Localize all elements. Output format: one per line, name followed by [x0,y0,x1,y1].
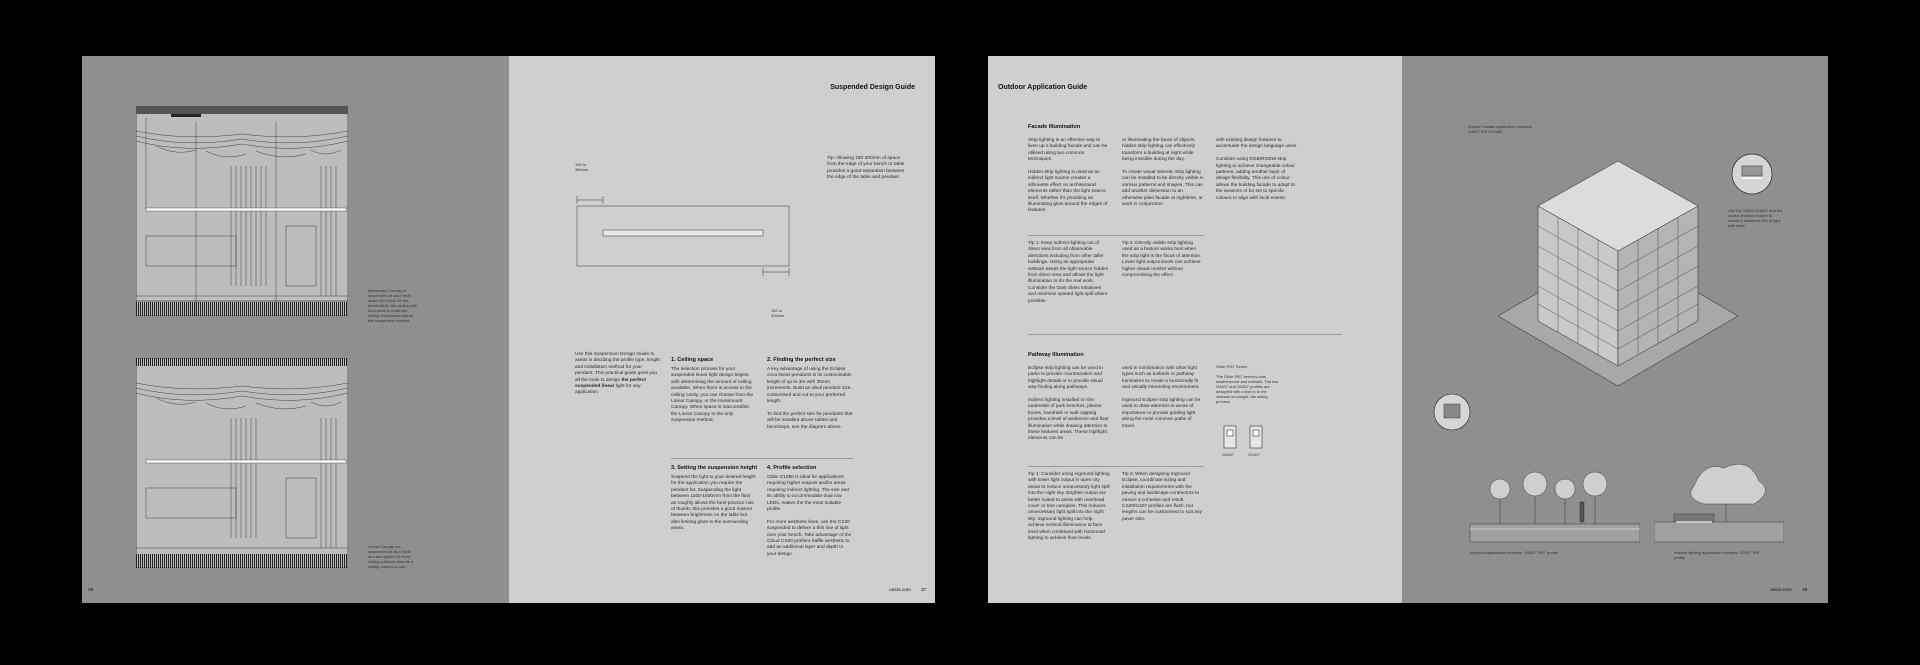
indirect-section [1654,456,1784,554]
caption-right-path: Indirect lighting application example. G2407 IP67 profile [1674,550,1761,560]
section-2-body: A key advantage of using the Eclipse circa linear pendants is its customisable length of up to 3m with 25mm increments. Build an ideal pendant size, customised and cut to your preferred length. To find the perfect size for pendants that will be installed above tables and benchtops, see the diagram above. [767,367,853,430]
page-number-left: 36 [88,588,94,593]
facade-col2: or illuminating the faces of objects, hidden strip lighting can effectively transform a building at night while being invisible during the day. To create visual interest, strip lighting can be installed to be directly visible in various patterns and shapes. This can add another dimension to an otherwise plain facade at nighttime, or work in conjunction [1122,138,1204,208]
page-number-39: 39 [1802,588,1808,593]
page-title-outdoor: Outdoor Application Guide [998,84,1088,91]
pathway-col2: used in combination with other light types such as bollards or pathway luminaires to create a functionally lit and visually interesting environment. Inground Eclipse strip lighting can be used to draw attention to areas of importance or provide guiding light along the most common paths of travel. [1122,366,1201,429]
section-2-heading: 2. Finding the perfect size [767,357,836,363]
section-1-body: The selection process for your suspended linear light design begins with determining the amount of ceiling available. When there is access to the ceiling cavity, you can choose from the Linear Canopy, or the Invisimount Canopy. When space is inaccessible, the Linear Canopy is the only suspension method. [671,367,754,424]
facade-tip1: Tip 1: Keep indirect lighting out of direct view from all observable directions including from other taller buildings. Using an appropriate setback keeps the light source hidden from direct view and allows the light illumination to do the real work. Consider the Dark Skies Initiatives and minimise upward light spill where possible. [1028,241,1109,304]
section-3-heading: 3. Setting the suspension height [671,465,758,471]
section-break [1028,334,1342,335]
facade-col3: with existing design features to accentuate the design language used. Consider using RGB/RGBW strip lighting to achieve changeable colour patterns, adding another layer of design flexibility. This use of colour allows the building facade to adapt to the seasons or be set to specific colours to align with local events. [1216,138,1298,201]
facade-heading: Facade Illumination [1028,124,1081,130]
intro-bold-phrase: the perfect suspended linear [575,377,646,390]
pathway-tip1: Tip 1: Consider using inground lighting with lower light output in open city areas to reduce unnecessary light spill into the night sky. Brighter output are better suited to areas with overhead cover or tree canopies. This reduces unnecessary light spill into the night sky. Inground lighting can help achieve vertical illuminance at face level when combined with horizontal lighting to achieve floor levels. [1028,472,1110,542]
section-divider [671,458,853,459]
dimension-bottom: 150 to 300mm [771,308,785,318]
facade-tip2: Tip 2: Directly visible strip lighting used as a feature works best when the strip light is the focus of attention. Lower light output levels can achieve higher visual comfort without compromising the effect. [1122,241,1202,279]
section-4-heading: 4. Profile selection [767,465,817,471]
caption-top: Illuminated Canopy is suspended at stool level above the block for the bench table, the ceiling with floor ends to make the ceiling emphasise wall for the suspension method. [368,288,418,323]
site-url: unios.com [889,588,911,593]
section-4-body: Glide G1050 is ideal for applications requiring higher outputs and/or areas requiring indirect lighting. The size and its ability to accommodate dual row LEDs, makes the the most suitable profile. For more aesthetic lines, use the CS20 suspended to deliver a thin line of light over your bench. Take advantage of the Cloud CS20 profile's baffle aesthetic to add an additional layer and depth to your design. [767,475,852,557]
page-title: Suspended Design Guide [830,84,915,91]
page-38 [988,56,1402,603]
page-39 [1402,56,1828,603]
pathway-col1: Eclipse strip lighting can be used in parks to provide countouration and highlight details or to provide visual way-finding along pathways. Indirect lighting installed on the underside of park benches, planter boxes, handrails or wall capping provides a level of ambience and floor illumination while drawing attention to these features areas. These highlight elements can be [1028,366,1109,442]
caption-left-path: Inground application example. G4407 IP67 profile [1470,550,1558,555]
intro-text [575,352,661,397]
profile-label-b: G2407 [1248,452,1261,457]
interior-illustration-bottom [136,358,348,568]
site-url-2: unios.com [1770,588,1792,593]
page-36 [82,56,509,603]
building-illustration [1498,146,1738,406]
tip-text: Tip: Allowing 150-300mm of space from the edge of your bench or table provides a good separation between the edge of the table and pendant. [827,156,905,181]
page-number-right: 37 [921,588,927,593]
inground-section [1430,374,1640,554]
page-37 [509,56,935,603]
facade-divider [1028,235,1204,236]
pathway-tip2: Tip 2: When designing Inground Eclipse, coordinate sizing and installation requirements with the paving and landscape contractors to ensure a cohesive and result. CS20/G407 profiles are flush, but lengths can be customised to suit any paver size. [1122,472,1202,522]
interior-illustration-top [136,106,348,316]
profile-label-a: G4407 [1222,452,1235,457]
right-spread [988,56,1828,603]
caption-bottom: Linear Canopy are suspended at stool level and are applied to more ceiling surfaces than as a ceiling canopy in use... [368,544,414,569]
caption-detail: Use the G4407/G4407 and the added channel feature to create a seamless line of light with ease. [1728,208,1783,228]
section-3-body: Suspend the light to your desired height for the application you require the pendant for. Suspending the light between 1100-1800mm from the floor as roughly allows the best-practice rule of thumb; this provides a good mixture between brightness on the table but also limiting glare to the surrounding areas. [671,475,756,532]
intro-body: Use this Suspension Design Guide to assist in deciding the profile type, length and installation method for your pendant. This practical guide goes you all the tools to design the perfect suspended linear light for any application. [575,352,661,396]
dimension-top: 150 to 300mm [575,162,589,172]
caption-building: Eclipse Facade application example. G4407 IP67 Profile [1468,124,1533,134]
left-spread [82,56,935,603]
section-1-heading: 1. Ceiling space [671,357,714,363]
facade-col1: Strip lighting is an effective way to liven up a building facade and can be utilised using two common techniques. Hidden strip lighting is used as an indirect light source creates a silhouette effect on architectural elements rather than the light source itself. Whether it's providing an illuminating glow around the edges of features [1028,138,1108,214]
pathway-divider [1028,466,1204,467]
size-diagram [571,160,791,300]
detail-callout [1730,152,1774,196]
pathway-note: Glide IP67 Series The Glide IP67 series's both weatherproof and suitable. The two G4407 and G2407 profiles are designed with a bolt in to the channel on weight, the wiring process. [1216,364,1279,404]
pathway-heading: Pathway Illumination [1028,352,1084,358]
